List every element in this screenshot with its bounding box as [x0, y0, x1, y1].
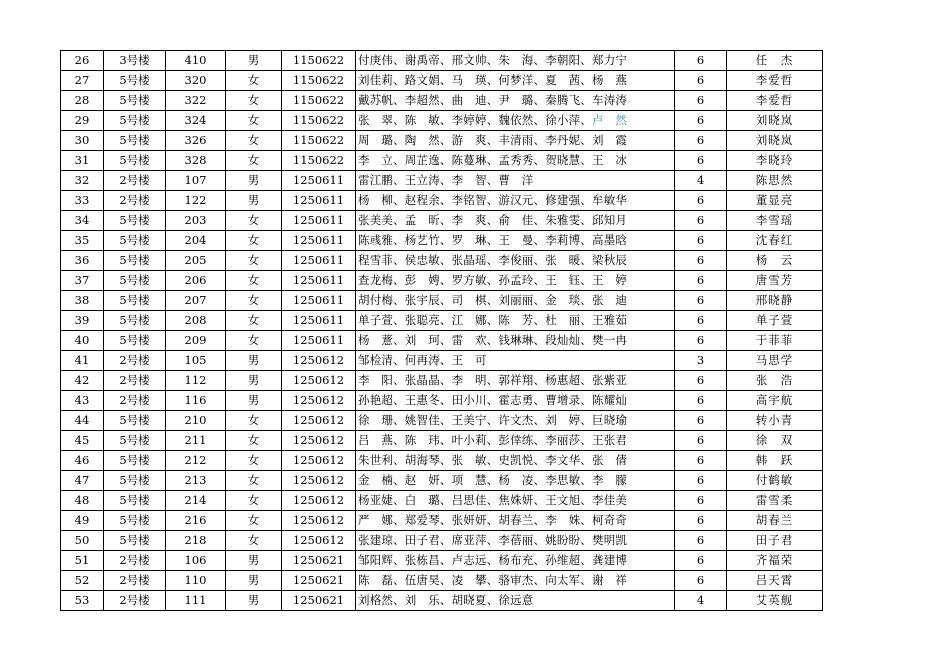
members-cell [356, 411, 675, 431]
room-cell: 410 [166, 51, 226, 71]
table-row [61, 391, 823, 411]
gender-cell: 女 [226, 311, 282, 331]
count-cell: 6 [675, 51, 727, 71]
building-cell: 5号楼 [104, 131, 166, 151]
count-cell: 3 [675, 351, 727, 371]
count-cell: 4 [675, 591, 727, 611]
members-cell [356, 271, 675, 291]
members-cell [356, 51, 675, 71]
building-cell: 5号楼 [104, 311, 166, 331]
class-cell: 1250611 [282, 291, 356, 311]
building-cell: 5号楼 [104, 71, 166, 91]
class-cell: 1250612 [282, 431, 356, 451]
dorm-head-cell: 吕天霄 [727, 571, 823, 591]
members-text: 金 楠、赵 妍、项 慧、杨 凌、李思敏、李 朦 [358, 473, 628, 487]
building-cell: 2号楼 [104, 591, 166, 611]
table-row [61, 171, 823, 191]
members-text: 付庚伟、谢禹帝、邢文帅、朱 海、李朝阳、郑力宁 [358, 53, 628, 67]
dorm-head-cell: 任 杰 [727, 51, 823, 71]
table-row [61, 531, 823, 551]
class-cell: 1250612 [282, 451, 356, 471]
row-number-cell: 52 [61, 571, 104, 591]
table-row [61, 591, 823, 611]
row-number-cell: 31 [61, 151, 104, 171]
table-row [61, 71, 823, 91]
gender-cell: 女 [226, 451, 282, 471]
dorm-head-cell: 付鹤敏 [727, 471, 823, 491]
row-number-cell: 37 [61, 271, 104, 291]
gender-cell: 女 [226, 331, 282, 351]
members-cell [356, 511, 675, 531]
row-number-cell: 27 [61, 71, 104, 91]
building-cell: 5号楼 [104, 531, 166, 551]
members-cell [356, 91, 675, 111]
row-number-cell: 28 [61, 91, 104, 111]
dorm-head-cell: 于菲菲 [727, 331, 823, 351]
room-cell: 111 [166, 591, 226, 611]
members-cell [356, 211, 675, 231]
table-row [61, 291, 823, 311]
table-row [61, 371, 823, 391]
members-text: 李 阳、张晶晶、李 明、郭祥翔、杨惠超、张紫亚 [358, 373, 628, 387]
members-text: 张美美、孟 昕、李 爽、俞 佳、朱雅雯、邱知月 [358, 213, 628, 227]
building-cell: 5号楼 [104, 511, 166, 531]
dorm-head-cell: 唐雪芳 [727, 271, 823, 291]
count-cell: 6 [675, 411, 727, 431]
count-cell: 6 [675, 451, 727, 471]
count-cell: 6 [675, 571, 727, 591]
building-cell: 5号楼 [104, 411, 166, 431]
count-cell: 6 [675, 331, 727, 351]
table-body [61, 51, 823, 611]
row-number-cell: 43 [61, 391, 104, 411]
class-cell: 1250621 [282, 591, 356, 611]
gender-cell: 男 [226, 51, 282, 71]
members-cell [356, 331, 675, 351]
count-cell: 6 [675, 471, 727, 491]
dorm-head-cell: 张 浩 [727, 371, 823, 391]
class-cell: 1250611 [282, 311, 356, 331]
row-number-cell: 39 [61, 311, 104, 331]
room-cell: 203 [166, 211, 226, 231]
members-cell [356, 351, 675, 371]
members-text: 陈彧雅、杨艺竹、罗 琳、王 曼、李莉博、高墨晗 [358, 233, 628, 247]
table-row [61, 211, 823, 231]
room-cell: 324 [166, 111, 226, 131]
members-text: 杨 薏、刘 珂、雷 欢、钱琳琳、段灿灿、樊一冉 [358, 333, 628, 347]
gender-cell: 女 [226, 251, 282, 271]
building-cell: 5号楼 [104, 471, 166, 491]
row-number-cell: 50 [61, 531, 104, 551]
class-cell: 1250611 [282, 251, 356, 271]
count-cell: 6 [675, 291, 727, 311]
members-cell [356, 471, 675, 491]
members-cell [356, 431, 675, 451]
building-cell: 3号楼 [104, 51, 166, 71]
row-number-cell: 32 [61, 171, 104, 191]
class-cell: 1150622 [282, 71, 356, 91]
members-text: 查龙梅、彭 娉、罗方敏、孙孟玲、王 钰、王 婷 [358, 273, 628, 287]
count-cell: 6 [675, 371, 727, 391]
members-text: 杨亚婕、白 璐、吕思佳、焦姝妍、王文旭、李佳美 [358, 493, 628, 507]
building-cell: 2号楼 [104, 551, 166, 571]
gender-cell: 女 [226, 531, 282, 551]
members-text: 周 璐、陶 然、游 爽、丰清雨、李丹妮、刘 霞 [358, 133, 628, 147]
dorm-head-cell: 雷雪柔 [727, 491, 823, 511]
room-cell: 328 [166, 151, 226, 171]
row-number-cell: 51 [61, 551, 104, 571]
members-cell [356, 371, 675, 391]
members-text: 邹阳辉、张栋昌、卢志远、杨布充、孙维超、龚建博 [358, 553, 628, 567]
members-text: 张建琼、田子君、席亚萍、李蓓丽、姚盼盼、樊明凯 [358, 533, 628, 547]
members-cell [356, 531, 675, 551]
table-row [61, 331, 823, 351]
row-number-cell: 26 [61, 51, 104, 71]
row-number-cell: 45 [61, 431, 104, 451]
count-cell: 6 [675, 151, 727, 171]
members-text: 雷江鹏、王立涛、李 智、曹 洋 [358, 173, 534, 187]
table-row [61, 311, 823, 331]
row-number-cell: 46 [61, 451, 104, 471]
members-text: 吕 燕、陈 玮、叶小莉、彭倖练、李丽莎、王张君 [358, 433, 628, 447]
count-cell: 6 [675, 131, 727, 151]
room-cell: 211 [166, 431, 226, 451]
members-text: 朱世利、胡海琴、张 敏、史凯悦、李文华、张 倩 [358, 453, 628, 467]
count-cell: 6 [675, 111, 727, 131]
members-cell [356, 571, 675, 591]
dorm-head-cell: 董显亮 [727, 191, 823, 211]
room-cell: 206 [166, 271, 226, 291]
count-cell: 6 [675, 551, 727, 571]
room-cell: 107 [166, 171, 226, 191]
room-cell: 105 [166, 351, 226, 371]
dorm-head-cell: 转小青 [727, 411, 823, 431]
class-cell: 1250612 [282, 371, 356, 391]
building-cell: 5号楼 [104, 291, 166, 311]
gender-cell: 男 [226, 371, 282, 391]
row-number-cell: 53 [61, 591, 104, 611]
gender-cell: 女 [226, 411, 282, 431]
dormitory-table [60, 50, 823, 611]
table-row [61, 471, 823, 491]
class-cell: 1250611 [282, 331, 356, 351]
count-cell: 6 [675, 311, 727, 331]
room-cell: 214 [166, 491, 226, 511]
class-cell: 1150622 [282, 91, 356, 111]
dorm-head-cell: 刘晓岚 [727, 131, 823, 151]
count-cell: 6 [675, 491, 727, 511]
class-cell: 1250612 [282, 511, 356, 531]
row-number-cell: 41 [61, 351, 104, 371]
members-text: 李 立、周芷逸、陈蔓琳、孟秀秀、贺晓慧、王 冰 [358, 153, 628, 167]
dorm-head-cell: 邢晓静 [727, 291, 823, 311]
room-cell: 208 [166, 311, 226, 331]
class-cell: 1250612 [282, 351, 356, 371]
gender-cell: 男 [226, 391, 282, 411]
building-cell: 2号楼 [104, 571, 166, 591]
members-text: 程雪菲、侯忠敏、张晶瑶、李俊丽、张 暖、梁秋辰 [358, 253, 628, 267]
count-cell: 6 [675, 91, 727, 111]
building-cell: 5号楼 [104, 211, 166, 231]
room-cell: 122 [166, 191, 226, 211]
class-cell: 1250612 [282, 471, 356, 491]
building-cell: 5号楼 [104, 331, 166, 351]
members-cell [356, 231, 675, 251]
room-cell: 106 [166, 551, 226, 571]
table-row [61, 411, 823, 431]
room-cell: 112 [166, 371, 226, 391]
room-cell: 205 [166, 251, 226, 271]
dorm-head-cell: 陈思然 [727, 171, 823, 191]
gender-cell: 女 [226, 91, 282, 111]
dorm-head-cell: 李雪瑶 [727, 211, 823, 231]
gender-cell: 男 [226, 571, 282, 591]
building-cell: 5号楼 [104, 451, 166, 471]
members-text: 单子萱、张聪亮、江 娜、陈 芳、杜 丽、王雅茹 [358, 313, 628, 327]
table-row [61, 551, 823, 571]
members-cell [356, 131, 675, 151]
table-row [61, 251, 823, 271]
dorm-head-cell: 李爱哲 [727, 71, 823, 91]
members-text: 刘佳莉、路文娟、马 瑛、何梦洋、夏 茜、杨 燕 [358, 73, 628, 87]
members-text: 孙艳超、王惠冬、田小川、霍志勇、曹增录、陈耀灿 [358, 393, 628, 407]
table-row [61, 451, 823, 471]
count-cell: 6 [675, 271, 727, 291]
class-cell: 1250621 [282, 571, 356, 591]
count-cell: 6 [675, 251, 727, 271]
members-cell [356, 151, 675, 171]
room-cell: 322 [166, 91, 226, 111]
members-text: 严 娜、郑爱琴、张妍妍、胡春兰、李 姝、柯奇奇 [358, 513, 628, 527]
table-row [61, 111, 823, 131]
row-number-cell: 44 [61, 411, 104, 431]
building-cell: 5号楼 [104, 251, 166, 271]
class-cell: 1250612 [282, 491, 356, 511]
members-cell [356, 451, 675, 471]
table-row [61, 191, 823, 211]
dorm-head-cell: 李晓玲 [727, 151, 823, 171]
members-cell [356, 291, 675, 311]
count-cell: 6 [675, 391, 727, 411]
building-cell: 5号楼 [104, 91, 166, 111]
dorm-head-cell: 齐福荣 [727, 551, 823, 571]
gender-cell: 男 [226, 591, 282, 611]
row-number-cell: 36 [61, 251, 104, 271]
row-number-cell: 49 [61, 511, 104, 531]
building-cell: 5号楼 [104, 431, 166, 451]
dorm-head-cell: 马思学 [727, 351, 823, 371]
class-cell: 1250611 [282, 171, 356, 191]
room-cell: 204 [166, 231, 226, 251]
class-cell: 1150622 [282, 151, 356, 171]
row-number-cell: 30 [61, 131, 104, 151]
count-cell: 6 [675, 431, 727, 451]
row-number-cell: 42 [61, 371, 104, 391]
gender-cell: 女 [226, 271, 282, 291]
room-cell: 207 [166, 291, 226, 311]
members-text: 刘格然、刘 乐、胡晓夏、徐远意 [358, 593, 534, 607]
room-cell: 216 [166, 511, 226, 531]
members-cell [356, 591, 675, 611]
class-cell: 1250611 [282, 211, 356, 231]
table-row [61, 351, 823, 371]
room-cell: 209 [166, 331, 226, 351]
gender-cell: 女 [226, 151, 282, 171]
count-cell: 6 [675, 231, 727, 251]
dorm-head-cell: 韩 跃 [727, 451, 823, 471]
row-number-cell: 35 [61, 231, 104, 251]
building-cell: 5号楼 [104, 271, 166, 291]
class-cell: 1150622 [282, 51, 356, 71]
gender-cell: 男 [226, 191, 282, 211]
table-row [61, 571, 823, 591]
building-cell: 2号楼 [104, 171, 166, 191]
members-text: 徐 珊、姚智佳、王美宁、许文杰、刘 婷、巨晓瑜 [358, 413, 628, 427]
row-number-cell: 38 [61, 291, 104, 311]
gender-cell: 女 [226, 471, 282, 491]
row-number-cell: 34 [61, 211, 104, 231]
building-cell: 5号楼 [104, 231, 166, 251]
table-row [61, 131, 823, 151]
class-cell: 1250611 [282, 271, 356, 291]
members-cell [356, 171, 675, 191]
members-cell [356, 71, 675, 91]
room-cell: 116 [166, 391, 226, 411]
dorm-head-cell: 刘晓岚 [727, 111, 823, 131]
room-cell: 110 [166, 571, 226, 591]
building-cell: 5号楼 [104, 491, 166, 511]
count-cell: 6 [675, 191, 727, 211]
building-cell: 2号楼 [104, 191, 166, 211]
gender-cell: 女 [226, 131, 282, 151]
room-cell: 218 [166, 531, 226, 551]
building-cell: 5号楼 [104, 151, 166, 171]
dorm-head-cell: 沈春红 [727, 231, 823, 251]
room-cell: 212 [166, 451, 226, 471]
building-cell: 2号楼 [104, 391, 166, 411]
class-cell: 1250612 [282, 411, 356, 431]
gender-cell: 女 [226, 211, 282, 231]
dorm-head-cell: 单子萱 [727, 311, 823, 331]
class-cell: 1250621 [282, 551, 356, 571]
table-row [61, 91, 823, 111]
row-number-cell: 29 [61, 111, 104, 131]
count-cell: 6 [675, 71, 727, 91]
room-cell: 213 [166, 471, 226, 491]
class-cell: 1150622 [282, 111, 356, 131]
members-text: 杨 柳、赵程余、李铭智、游汉元、修建强、牟敏华 [358, 193, 628, 207]
row-number-cell: 40 [61, 331, 104, 351]
room-cell: 210 [166, 411, 226, 431]
gender-cell: 女 [226, 491, 282, 511]
room-cell: 320 [166, 71, 226, 91]
dorm-head-cell: 徐 双 [727, 431, 823, 451]
table-row [61, 51, 823, 71]
class-cell: 1150622 [282, 131, 356, 151]
table-row [61, 271, 823, 291]
members-cell [356, 311, 675, 331]
class-cell: 1250612 [282, 531, 356, 551]
members-cell [356, 491, 675, 511]
members-text: 胡付梅、张宇辰、司 棋、刘丽丽、金 琰、张 迪 [358, 293, 628, 307]
table-row [61, 151, 823, 171]
count-cell: 6 [675, 511, 727, 531]
table-row [61, 231, 823, 251]
members-cell [356, 191, 675, 211]
gender-cell: 女 [226, 291, 282, 311]
gender-cell: 女 [226, 511, 282, 531]
table-row [61, 511, 823, 531]
class-cell: 1250612 [282, 391, 356, 411]
dorm-head-cell: 田子君 [727, 531, 823, 551]
row-number-cell: 47 [61, 471, 104, 491]
gender-cell: 女 [226, 431, 282, 451]
gender-cell: 女 [226, 111, 282, 131]
gender-cell: 男 [226, 551, 282, 571]
members-text: 戴苏帆、李超然、曲 迪、尹 璐、秦腾飞、车涛涛 [358, 93, 628, 107]
row-number-cell: 33 [61, 191, 104, 211]
members-highlight-text: 卢 然 [592, 113, 628, 127]
room-cell: 326 [166, 131, 226, 151]
members-text: 张 翠、陈 敏、李婷婷、魏依然、徐小萍、 [358, 113, 592, 127]
members-cell [356, 391, 675, 411]
building-cell: 2号楼 [104, 351, 166, 371]
table-row [61, 491, 823, 511]
row-number-cell: 48 [61, 491, 104, 511]
count-cell: 6 [675, 531, 727, 551]
count-cell: 4 [675, 171, 727, 191]
count-cell: 6 [675, 211, 727, 231]
gender-cell: 男 [226, 351, 282, 371]
building-cell: 2号楼 [104, 371, 166, 391]
building-cell: 5号楼 [104, 111, 166, 131]
dorm-head-cell: 杨 云 [727, 251, 823, 271]
dorm-head-cell: 艾英舰 [727, 591, 823, 611]
members-cell [356, 251, 675, 271]
members-text: 陈 磊、伍唐昊、凌 攀、骆审杰、向太军、谢 祥 [358, 573, 628, 587]
dorm-head-cell: 胡春兰 [727, 511, 823, 531]
dorm-head-cell: 李爱哲 [727, 91, 823, 111]
members-cell [356, 551, 675, 571]
gender-cell: 男 [226, 171, 282, 191]
members-text: 邹检清、何再涛、王 可 [358, 353, 487, 367]
class-cell: 1250611 [282, 191, 356, 211]
class-cell: 1250611 [282, 231, 356, 251]
gender-cell: 女 [226, 231, 282, 251]
members-cell [356, 111, 675, 131]
gender-cell: 女 [226, 71, 282, 91]
table-row [61, 431, 823, 451]
dorm-head-cell: 高宇航 [727, 391, 823, 411]
